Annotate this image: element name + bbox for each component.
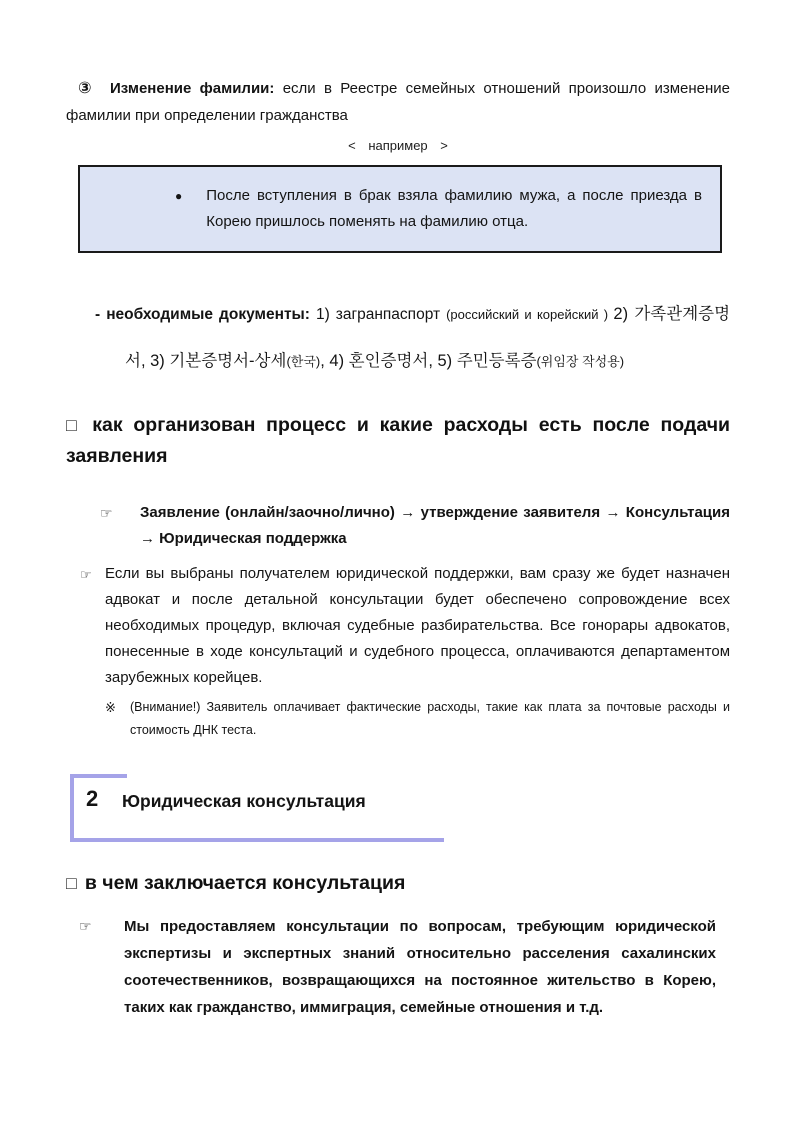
consultation-paragraph	[66, 913, 730, 1021]
pointing-hand-icon: ☞	[100, 505, 113, 521]
item-3-paragraph	[66, 75, 730, 129]
page-content	[0, 75, 793, 1021]
example-caption	[66, 138, 730, 153]
accent-bar-left	[70, 774, 74, 842]
legal-support-text: Если вы выбраны получателем юридической поддержки, вам сразу же будет назначен адвокат и после детальной консультации будет обеспечено сопровождение всех необходимых процедур, включая судебные разбирательства. Все гонорары адвокатов, понесенные в ходе консультаций и судебного процесса, оплачиваются департаментом зарубежных корейцев.	[105, 565, 730, 686]
circled-3-marker: ③	[78, 80, 96, 97]
documents-label: необходимые документы:	[106, 306, 310, 323]
legal-support-paragraph	[66, 561, 730, 691]
documents-seg-2: (российский и корейский )	[446, 307, 614, 322]
pointing-hand-icon: ☞	[79, 918, 92, 934]
section-2-number: 2	[86, 786, 99, 811]
example-box	[78, 165, 722, 253]
documents-seg-3: 2) 가족관계증명서, 3) 기본증명서-상세	[125, 305, 731, 370]
documents-seg-1: 1) загранпаспорт	[315, 306, 447, 323]
application-flow-text: Заявление (онлайн/заочно/лично) → утверждение заявителя → Консультация → Юридическая поддержка	[140, 504, 730, 547]
documents-dash: -	[95, 306, 101, 323]
attention-note-text: (Внимание!) Заявитель оплачивает фактические расходы, такие как плата за почтовые расходы и стоимость ДНК теста.	[130, 700, 730, 737]
accent-bar-bottom	[70, 838, 444, 842]
accent-bar-top	[70, 774, 127, 778]
attention-note	[66, 696, 730, 742]
section-consult-title: в чем заключается консультация	[84, 872, 406, 894]
example-caption-text: < например >	[348, 138, 448, 153]
square-bullet-icon: □	[66, 873, 77, 893]
section-2-header	[66, 774, 730, 842]
documents-seg-6: (위임장 작성용)	[536, 354, 625, 369]
item-3-label: Изменение фамилии:	[110, 80, 275, 97]
section-2-title: Юридическая консультация	[122, 791, 366, 811]
consultation-text: Мы предоставляем консультации по вопросам, требующим юридической экспертизы и экспертных знаний относительно расселения сахалинских соотечественников, возвращающихся на постоянное жительство в Корею, таких как гражданство, иммиграция, семейные отношения и т.д.	[124, 918, 716, 1016]
item-3-text: если в Реестре семейных отношений произошло изменение фамилии при определении гражданства	[66, 80, 731, 124]
pointing-hand-icon: ☞	[80, 567, 92, 582]
section-consult-heading	[66, 868, 730, 899]
bullet-icon: ●	[175, 189, 183, 203]
application-flow	[66, 500, 730, 552]
documents-seg-5: , 4) 혼인증명서, 5) 주민등록증	[320, 352, 537, 370]
documents-seg-4: (한국)	[286, 354, 321, 369]
section-process-heading	[66, 410, 730, 472]
reference-mark-icon: ※	[105, 700, 116, 715]
square-bullet-icon: □	[66, 415, 83, 435]
example-text: После вступления в брак взяла фамилию мужа, а после приезда в Корею пришлось поменять на фамилию отца.	[206, 187, 702, 230]
section-process-title: как организован процесс и какие расходы есть после подачи заявления	[66, 414, 730, 467]
required-documents	[66, 291, 730, 385]
